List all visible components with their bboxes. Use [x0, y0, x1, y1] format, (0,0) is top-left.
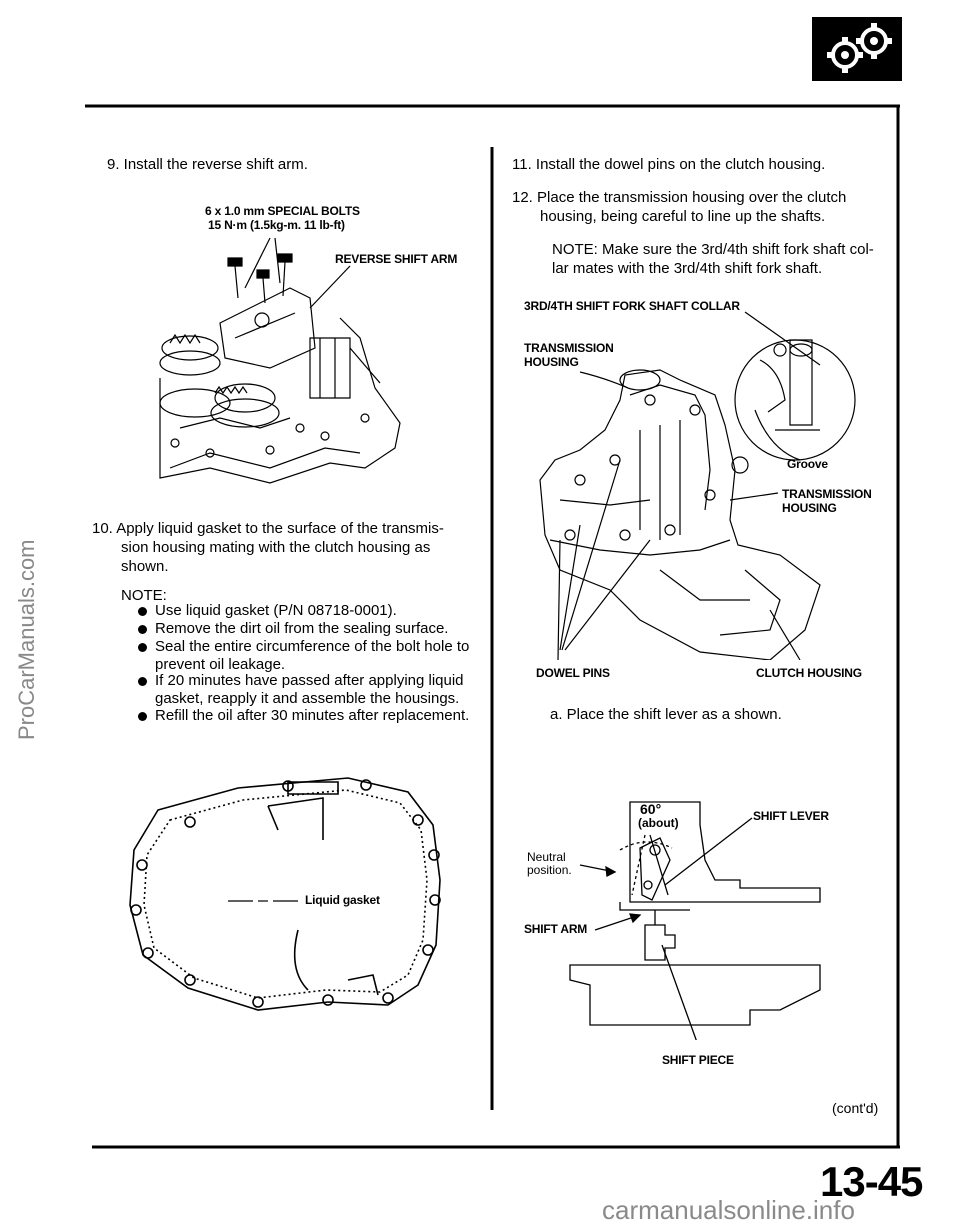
note-12-line2: lar mates with the 3rd/4th shift fork shaft. [552, 260, 823, 277]
bullet-text: If 20 minutes have passed after applying liquid [155, 672, 464, 689]
bullet-icon [138, 625, 147, 634]
bullet-icon [138, 607, 147, 616]
liquid-gasket-illustration [118, 770, 468, 1040]
reverse-shift-arm-illustration [150, 228, 410, 488]
angle-label-2: (about) [638, 816, 679, 830]
page-number: 13-45 [820, 1158, 923, 1205]
trans-housing-label-2b: HOUSING [782, 501, 837, 515]
bullet-text: Use liquid gasket (P/N 08718-0001). [155, 602, 397, 619]
shift-piece-label: SHIFT PIECE [662, 1053, 734, 1067]
step-12-line1: 12. Place the transmission housing over the clutch [512, 189, 847, 206]
side-watermark: ProCarManuals.com [14, 539, 39, 740]
trans-housing-label-1b: HOUSING [524, 355, 579, 369]
step-9-text: 9. Install the reverse shift arm. [107, 156, 308, 173]
neutral-label-1: Neutral [527, 850, 566, 864]
angle-label-1: 60° [640, 801, 662, 817]
bullet-item [155, 672, 464, 708]
step-10-line3: shown. [121, 558, 169, 575]
reverse-shift-arm-label: REVERSE SHIFT ARM [335, 252, 458, 266]
step-12-line2: housing, being careful to line up the shafts. [540, 208, 826, 225]
bullet-item [155, 707, 469, 725]
collar-label: 3RD/4TH SHIFT FORK SHAFT COLLAR [524, 299, 740, 313]
bullet-text: Remove the dirt oil from the sealing surface. [155, 620, 449, 637]
trans-housing-label-2a: TRANSMISSION [782, 487, 872, 501]
step-10-line1: 10. Apply liquid gasket to the surface of the transmis- [92, 520, 444, 537]
clutch-housing-label: CLUTCH HOUSING [756, 666, 862, 680]
shift-lever-label: SHIFT LEVER [753, 809, 829, 823]
note-12-line1: NOTE: Make sure the 3rd/4th shift fork shaft col- [552, 241, 874, 258]
trans-housing-label-1a: TRANSMISSION [524, 341, 614, 355]
step-10-line2: sion housing mating with the clutch housing as [121, 539, 431, 556]
neutral-label-2: position. [527, 863, 572, 877]
bullet-item [155, 602, 397, 620]
groove-label: Groove [787, 457, 828, 471]
contd-label: (cont'd) [832, 1100, 879, 1116]
shift-lever-illustration [520, 790, 840, 1040]
bullet-icon [138, 677, 147, 686]
step-11-text: 11. Install the dowel pins on the clutch housing. [512, 156, 826, 173]
transmission-gear-icon [812, 17, 902, 81]
dowel-pins-label: DOWEL PINS [536, 666, 610, 680]
liquid-gasket-label: Liquid gasket [305, 893, 380, 907]
bolts-label-line2: 15 N·m (1.5kg-m. 11 lb-ft) [208, 218, 345, 232]
shift-arm-label: SHIFT ARM [524, 922, 588, 936]
bullet-text: gasket, reapply it and assemble the housings. [155, 690, 460, 707]
bullet-text: Refill the oil after 30 minutes after replacement. [155, 707, 470, 724]
bolts-label-line1: 6 x 1.0 mm SPECIAL BOLTS [205, 204, 360, 218]
bottom-watermark: carmanualsonline.info [602, 1195, 855, 1225]
bullet-icon [138, 643, 147, 652]
step-a-text: a. Place the shift lever as a shown. [550, 706, 782, 723]
bullet-item [155, 638, 469, 674]
bullet-text: Seal the entire circumference of the bolt hole to [155, 638, 470, 655]
bullet-icon [138, 712, 147, 721]
note-label: NOTE: [121, 587, 167, 604]
bullet-item [155, 620, 448, 638]
transmission-housing-illustration [520, 300, 880, 660]
bullet-text: prevent oil leakage. [155, 656, 286, 673]
